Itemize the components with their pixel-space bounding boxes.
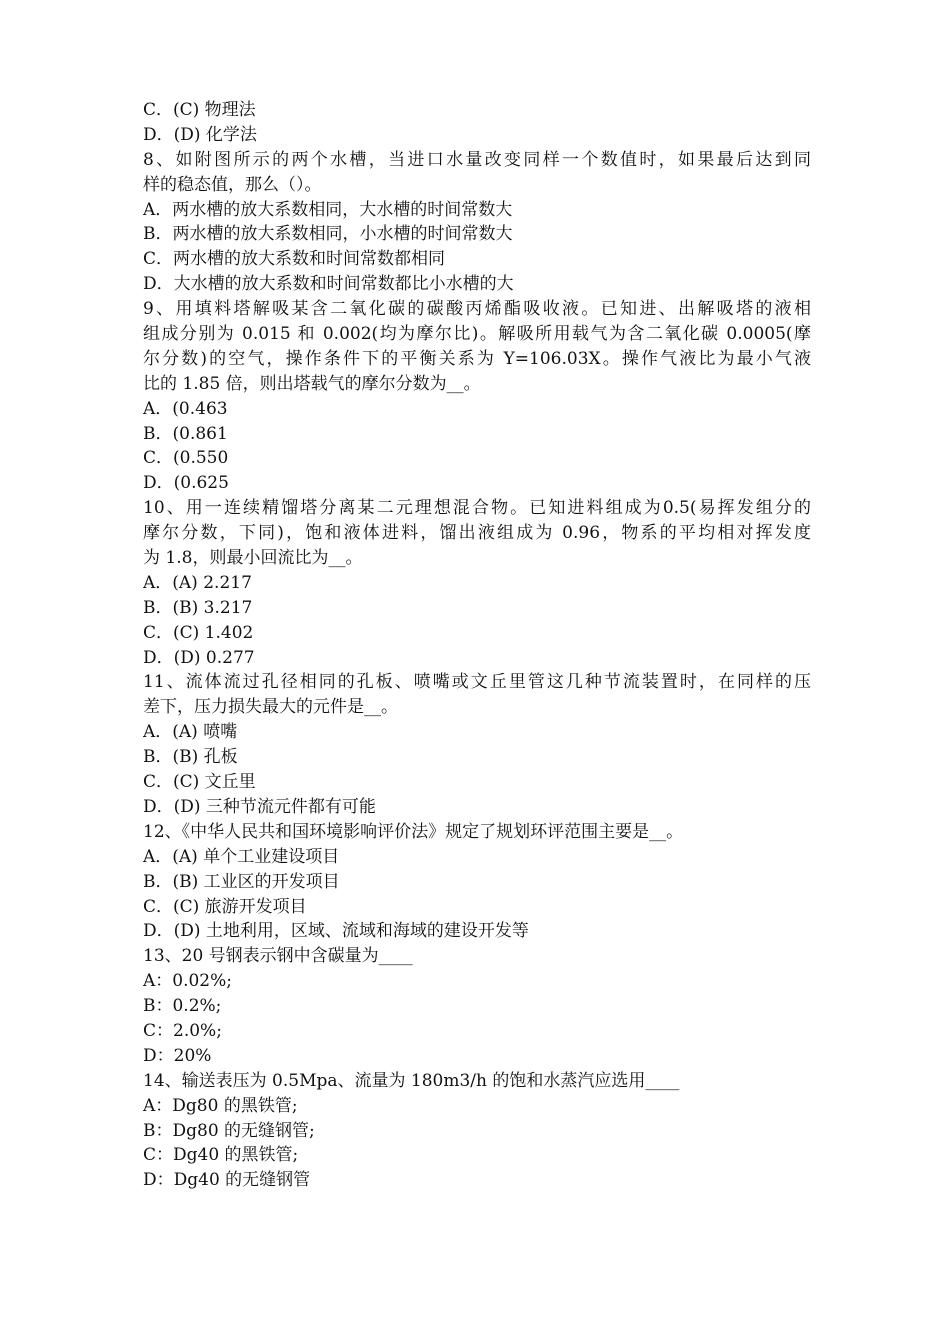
option-line: A．两水槽的放大系数相同，大水槽的时间常数大 bbox=[143, 199, 513, 220]
option-line: C．(C) 旅游开发项目 bbox=[143, 896, 307, 917]
question-line: 样的稳态值，那么（）。 bbox=[143, 174, 322, 195]
option-line: C．两水槽的放大系数和时间常数都相同 bbox=[143, 249, 446, 270]
question-line: 为 1.8，则最小回流比为__。 bbox=[143, 548, 363, 569]
option-line: B．(B) 工业区的开发项目 bbox=[143, 871, 340, 892]
option-line: D：20% bbox=[143, 1045, 212, 1066]
question-line: 13、20 号钢表示钢中含碳量为____ bbox=[143, 946, 413, 967]
option-line: D．(0.625 bbox=[143, 473, 229, 494]
question-line: 组成分别为 0.015 和 0.002(均为摩尔比)。解吸所用载气为含二氧化碳 0.0005(摩 bbox=[143, 324, 811, 345]
question-line: 14、输送表压为 0.5Mpa、流量为 180m3/h 的饱和水蒸汽应选用____ bbox=[143, 1070, 680, 1091]
option-line: C：Dg40 的黑铁管; bbox=[143, 1145, 299, 1166]
question-line: 差下，压力损失最大的元件是__。 bbox=[143, 697, 398, 718]
option-line: B：0.2%; bbox=[143, 996, 222, 1017]
option-line: B．两水槽的放大系数相同，小水槽的时间常数大 bbox=[143, 224, 513, 245]
question-line: 12、《中华人民共和国环境影响评价法》规定了规划环评范围主要是__。 bbox=[143, 821, 684, 842]
option-line: D．(D) 三种节流元件都有可能 bbox=[143, 796, 376, 817]
question-line: 摩尔分数，下同)，饱和液体进料，馏出液组成为 0.96，物系的平均相对挥发度 bbox=[143, 523, 811, 544]
option-line: B．(0.861 bbox=[143, 423, 228, 444]
question-line: 比的 1.85 倍，则出塔载气的摩尔分数为__。 bbox=[143, 373, 481, 394]
option-line: C．(0.550 bbox=[143, 448, 229, 469]
question-line: 8、如附图所示的两个水槽，当进口水量改变同样一个数值时，如果最后达到同 bbox=[143, 149, 811, 170]
option-line: A．(0.463 bbox=[143, 398, 228, 419]
option-line: A：0.02%; bbox=[143, 971, 233, 992]
option-line: B：Dg80 的无缝钢管; bbox=[143, 1120, 315, 1141]
option-line: D．(D) 土地利用，区域、流域和海域的建设开发等 bbox=[143, 921, 529, 942]
option-line: C：2.0%; bbox=[143, 1020, 222, 1041]
option-line: B．(B) 3.217 bbox=[143, 597, 253, 618]
option-line: C．(C) 1.402 bbox=[143, 622, 254, 643]
option-line: D．(D) 化学法 bbox=[143, 124, 257, 145]
option-line: A：Dg80 的黑铁管; bbox=[143, 1095, 298, 1116]
option-line: A．(A) 喷嘴 bbox=[143, 722, 238, 743]
question-line: 11、流体流过孔径相同的孔板、喷嘴或文丘里管这几种节流装置时，在同样的压 bbox=[143, 672, 811, 693]
option-line: C．(C) 物理法 bbox=[143, 100, 256, 120]
exam-questions-text bbox=[143, 98, 811, 1193]
option-line: D：Dg40 的无缝钢管 bbox=[143, 1170, 311, 1191]
option-line: D．大水槽的放大系数和时间常数都比小水槽的大 bbox=[143, 274, 514, 295]
question-line: 尔分数)的空气，操作条件下的平衡关系为 Y=106.03X。操作气液比为最小气液 bbox=[143, 348, 811, 369]
question-line: 10、用一连续精馏塔分离某二元理想混合物。已知进料组成为0.5(易挥发组分的 bbox=[143, 498, 811, 519]
option-line: D．(D) 0.277 bbox=[143, 647, 255, 668]
question-line: 9、用填料塔解吸某含二氧化碳的碳酸丙烯酯吸收液。已知进、出解吸塔的液相 bbox=[143, 299, 811, 320]
option-line: C．(C) 文丘里 bbox=[143, 772, 256, 793]
option-line: A．(A) 单个工业建设项目 bbox=[143, 846, 340, 867]
option-line: A．(A) 2.217 bbox=[143, 572, 252, 593]
option-line: B．(B) 孔板 bbox=[143, 747, 238, 768]
